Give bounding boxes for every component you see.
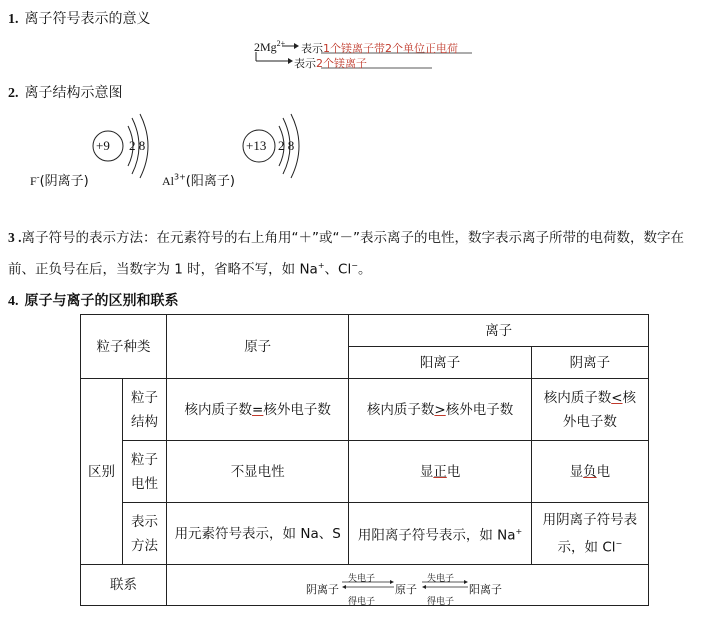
f-label: F-(阴离子) — [30, 172, 89, 189]
section2-heading — [8, 82, 123, 102]
section-number: 2. — [8, 86, 19, 101]
header-ion: 离子 — [349, 315, 649, 347]
section-number: 4. — [8, 294, 19, 309]
meaning-2: 表示2个镁离子 — [294, 57, 367, 70]
rel-lose-1: 失电子 — [348, 574, 376, 584]
atom-notation: 用元素符号表示，如 Na、S — [167, 503, 349, 565]
mg-symbol: $2Mg^{2+}$ — [254, 39, 286, 54]
al-nucleus: +13 — [246, 138, 267, 153]
cation-structure: 核内质子数>核外电子数 — [349, 379, 531, 441]
cation-notation: 用阳离子符号表示，如 Na+ — [349, 503, 531, 565]
f-shells: 2 8 — [129, 138, 146, 153]
rel-anion: 阴离子 — [306, 583, 339, 596]
header-atom: 原子 — [167, 315, 349, 379]
header-anion: 阴离子 — [531, 347, 648, 379]
row-notation-label: 表示 方法 — [123, 503, 167, 565]
difference-label: 区别 — [81, 379, 123, 565]
rel-cation: 阳离子 — [469, 583, 502, 596]
section4-heading — [8, 290, 179, 310]
atom-ion-table — [80, 314, 649, 606]
rel-atom: 原子 — [395, 583, 417, 596]
anion-structure: 核内质子数<核 外电子数 — [531, 379, 648, 441]
section1-heading — [8, 8, 151, 28]
rel-gain-2: 得电子 — [427, 597, 455, 607]
atom-charge: 不显电性 — [167, 441, 349, 503]
anion-charge: 显负电 — [531, 441, 648, 503]
section-number: 3 . — [8, 230, 22, 245]
section-number: 1. — [8, 12, 19, 27]
relation-label: 联系 — [81, 565, 167, 606]
atom-structure: 核内质子数=核外电子数 — [167, 379, 349, 441]
f-nucleus: +9 — [96, 138, 110, 153]
al-label: $Al^{3+}$(阳离子) — [162, 172, 235, 189]
relation-arrows — [340, 577, 480, 593]
al-shells: 2 8 — [278, 138, 295, 153]
row-charge-label: 粒子 电性 — [123, 441, 167, 503]
section3-paragraph: 3 .离子符号的表示方法：在元素符号的右上角用“＋”或“－”表示离子的电性，数字表示离子所带的电荷数，数字在 前、正负号在后，当数字为 1 时，省略不写，如 Na+、Cl−。 — [8, 230, 684, 278]
anion-notation: 用阴离子符号表 示，如 Cl− — [531, 503, 648, 565]
header-cation: 阳离子 — [349, 347, 531, 379]
cation-charge: 显正电 — [349, 441, 531, 503]
section-title: 原子与离子的区别和联系 — [24, 293, 179, 309]
header-particle-type: 粒子种类 — [81, 315, 167, 379]
meaning-1: 表示1个镁离子带2个单位正电荷 — [301, 42, 458, 55]
row-structure-label: 粒子 结构 — [123, 379, 167, 441]
section-title: 离子符号表示的意义 — [24, 11, 151, 27]
rel-gain-1: 得电子 — [348, 597, 376, 607]
section-title: 离子结构示意图 — [24, 85, 123, 101]
relation-cell — [167, 565, 649, 606]
rel-lose-2: 失电子 — [427, 574, 455, 584]
